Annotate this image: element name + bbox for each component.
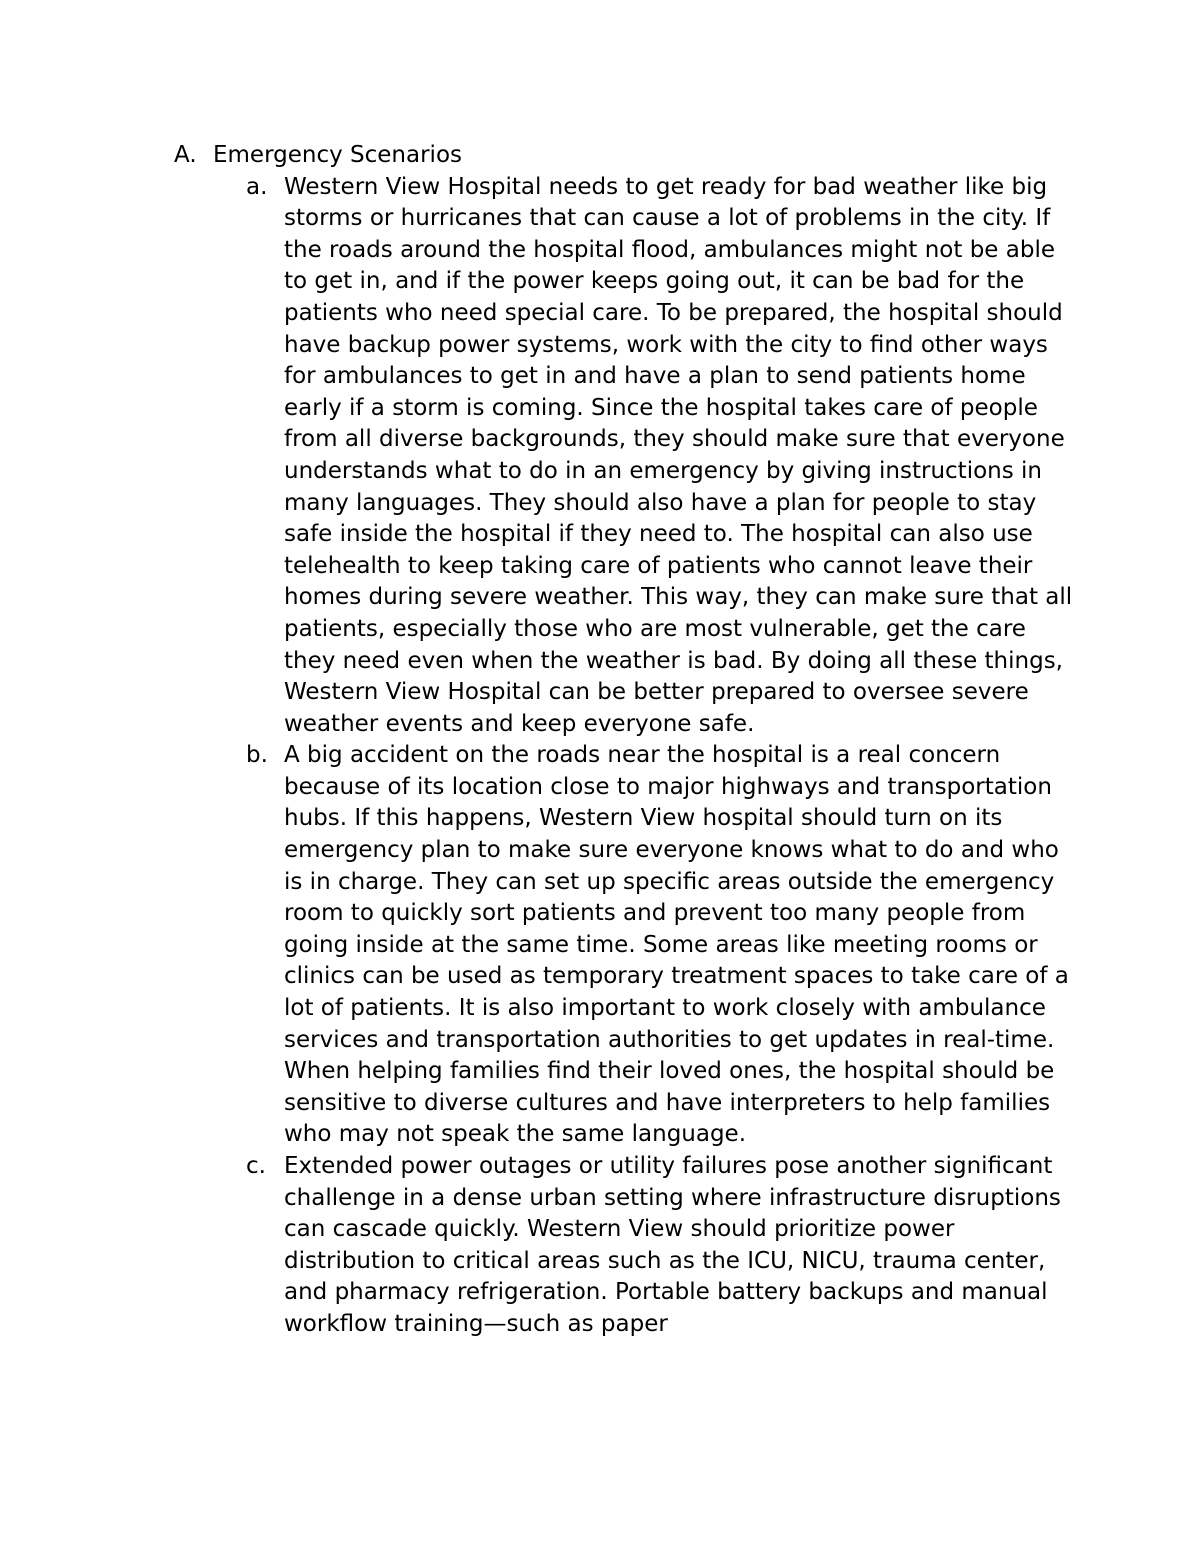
item-text: Extended power outages or utility failures pose another significant challenge in a dense urban setting where infrastructure disruptions can cascade quickly. Western View should prioritize power distribution to critical areas such as the ICU, NICU, trauma center, and pharmacy refrigeration. Portable battery backups and manual workflow training—such as paper [284,1153,1061,1337]
scenario-item-a [174,172,1074,741]
section-marker: A. [174,142,197,168]
scenario-list [174,172,1074,1341]
item-marker: b. [246,742,268,769]
section-emergency-scenarios [174,140,1074,1341]
scenario-item-c [174,1151,1074,1341]
item-text: Western View Hospital needs to get ready for bad weather like big storms or hurricanes that can cause a lot of problems in the city. If the roads around the hospital flood, ambulances might not be able to get in, and if the power keeps going out, it can be bad for the patients who need special care. To be prepared, the hospital should have backup power systems, work with the city to find other ways for ambulances to get in and have a plan to send patients home early if a storm is coming. Since the hospital takes care of people from all diverse backgrounds, they should make sure that everyone understands what to do in an emergency by giving instructions in many languages. They should also have a plan for people to stay safe inside the hospital if they need to. The hospital can also use telehealth to keep taking care of patients who cannot leave their homes during severe weather. This way, they can make sure that all patients, especially those who are most vulnerable, get the care they need even when the weather is bad. By doing all these things, Western View Hospital can be better prepared to oversee severe weather events and keep everyone safe. [284,173,1073,737]
item-marker: c. [246,1153,266,1179]
item-marker: a. [246,173,268,200]
section-heading [174,140,1074,172]
scenario-item-b [174,740,1074,1151]
section-title: Emergency Scenarios [213,142,463,168]
item-text: A big accident on the roads near the hospital is a real concern because of its location close to major highways and transportation hubs. If this happens, Western View hospital should turn on its emergency plan to make sure everyone knows what to do and who is in charge. They can set up specific areas outside the emergency room to quickly sort patients and prevent too many people from going inside at the same time. Some areas like meeting rooms or clinics can be used as temporary treatment spaces to take care of a lot of patients. It is also important to work closely with ambulance services and transportation authorities to get updates in real-time. When helping families find their loved ones, the hospital should be sensitive to diverse cultures and have interpreters to help families who may not speak the same language. [284,742,1069,1148]
